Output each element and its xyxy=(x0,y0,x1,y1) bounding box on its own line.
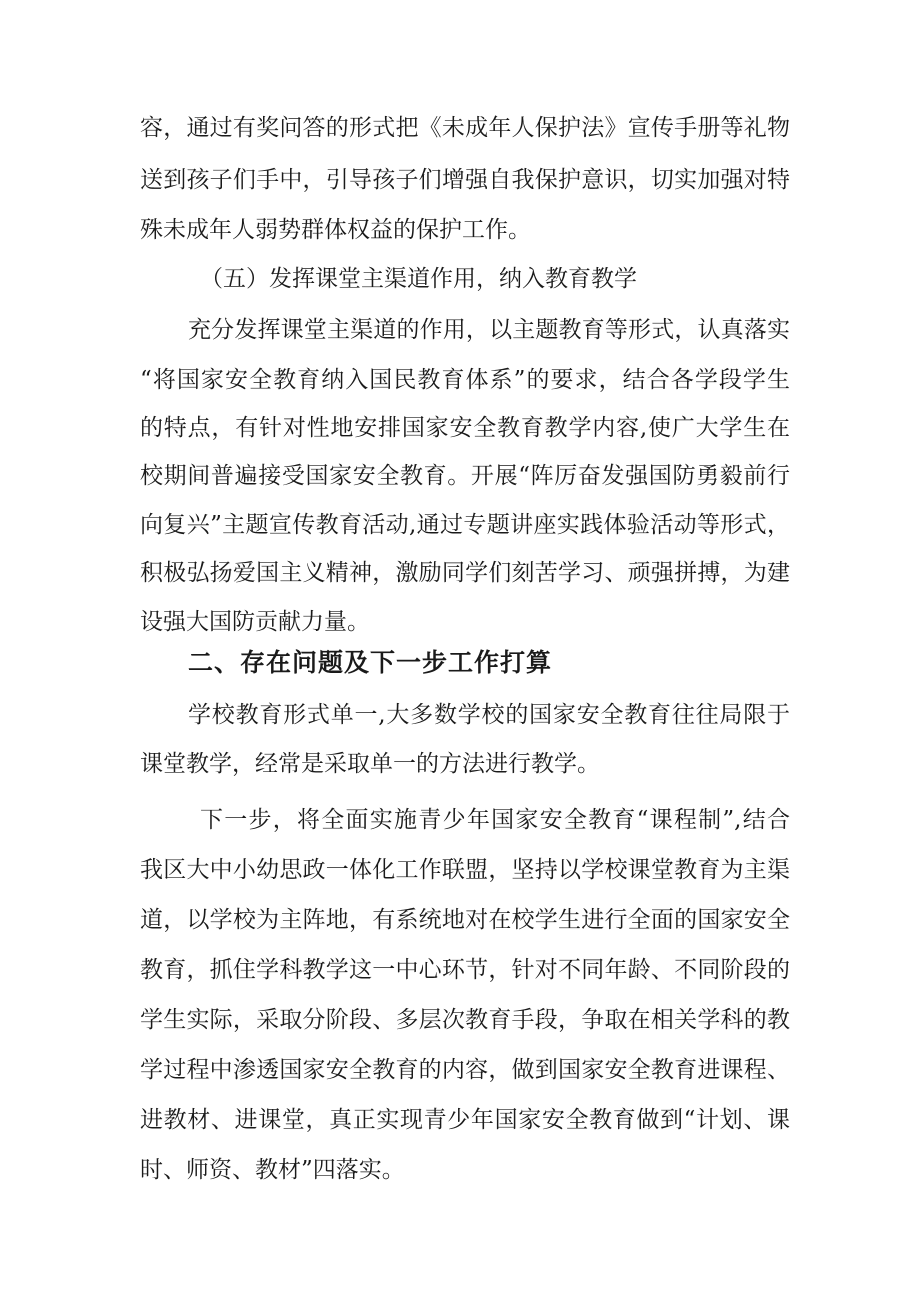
para4-line-7: 进教材、进课堂，真正实现青少年国家安全教育做到“计划、课 xyxy=(140,1107,790,1133)
para4-line-5: 学生实际，采取分阶段、多层次教育手段，争取在相关学科的教 xyxy=(140,1007,790,1033)
para2-line-4: 校期间普遍接受国家安全教育。开展“阵厉奋发强国防勇毅前行 xyxy=(140,463,790,489)
para2-line-5: 向复兴”主题宣传教育活动,通过专题讲座实践体验活动等形式， xyxy=(140,512,790,538)
para4-line-4: 教育，抓住学科教学这一中心环节，针对不同年龄、不同阶段的 xyxy=(140,957,790,983)
para2-line-1: 充分发挥课堂主渠道的作用，以主题教育等形式，认真落实 xyxy=(188,317,790,343)
para2-line-3: 的特点，有针对性地安排国家安全教育教学内容,使广大学生在 xyxy=(140,415,790,441)
para2-line-7: 设强大国防贡献力量。 xyxy=(140,609,370,635)
section-heading-two: 二、存在问题及下一步工作打算 xyxy=(188,648,553,677)
para4-line-6: 学过程中渗透国家安全教育的内容，做到国家安全教育进课程、 xyxy=(140,1057,790,1083)
para4-line-2: 我区大中小幼思政一体化工作联盟，坚持以学校课堂教育为主渠 xyxy=(140,857,790,883)
para4-line-8: 时、师资、教材”四落实。 xyxy=(140,1157,405,1183)
para1-line-1: 容，通过有奖问答的形式把《未成年人保护法》宣传手册等礼物 xyxy=(140,115,790,141)
para2-line-6: 积极弘扬爱国主义精神，激励同学们刻苦学习、顽强拼搏，为建 xyxy=(140,560,790,586)
para1-line-3: 殊未成年人弱势群体权益的保护工作。 xyxy=(140,217,531,243)
para3-line-2: 课堂教学，经常是采取单一的方法进行教学。 xyxy=(140,751,600,777)
para4-line-3: 道，以学校为主阵地，有系统地对在校学生进行全面的国家安全 xyxy=(140,907,790,933)
para3-line-1: 学校教育形式单一,大多数学校的国家安全教育往往局限于 xyxy=(188,702,790,728)
para4-line-1: 下一步，将全面实施青少年国家安全教育“课程制”,结合 xyxy=(200,807,790,833)
para1-line-2: 送到孩子们手中，引导孩子们增强自我保护意识，切实加强对特 xyxy=(140,167,790,193)
para2-line-2: “将国家安全教育纳入国民教育体系”的要求，结合各学段学生 xyxy=(140,367,790,393)
subheading-five: （五）发挥课堂主渠道作用，纳入教育教学 xyxy=(200,266,637,292)
